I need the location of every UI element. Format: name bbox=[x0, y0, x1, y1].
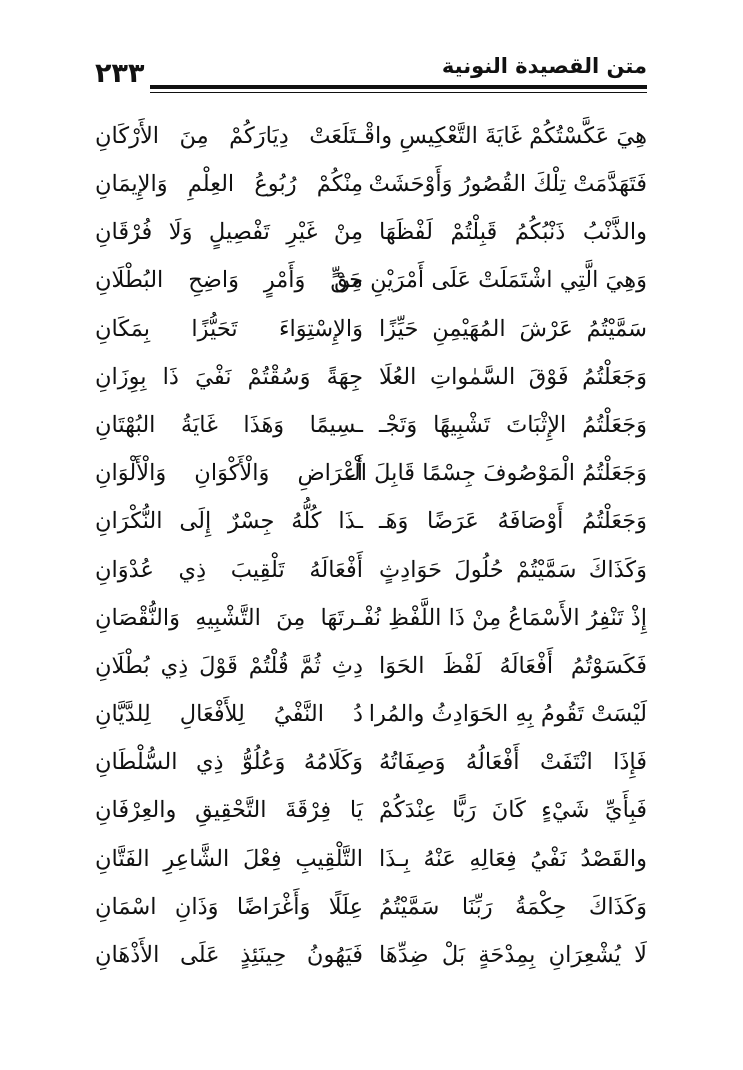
verse-second-hemistich: عِلَلًا وَأَغْرَاضًا وَذَانِ اسْمَانِ bbox=[95, 893, 363, 920]
verse-first-hemistich: إِذْ تَنْفِرُ الأَسْمَاعُ مِنْ ذَا اللَّفْظِ نُفْـ bbox=[356, 604, 647, 631]
page-number: ٢٣٣ bbox=[95, 58, 145, 89]
verse-second-hemistich: حَقٍّ وَأَمْرٍ وَاضِحِ البُطْلَانِ bbox=[95, 267, 363, 294]
verse-line bbox=[95, 835, 647, 883]
verse-second-hemistich: ـذَا كُلُّهُ جِسْرٌ إِلَى النُّكْرَانِ bbox=[95, 508, 363, 535]
header-rule-thick bbox=[150, 85, 647, 89]
header-rule-thin bbox=[150, 92, 647, 93]
verse-second-hemistich: مِنْ غَيْرِ تَفْصِيلٍ وَلَا فُرْقَانِ bbox=[95, 219, 363, 246]
verse-line bbox=[95, 787, 647, 835]
verse-first-hemistich: وَجَعَلْتُمُ الْمَوْصُوفَ جِسْمًا قَابِلَ الْـ bbox=[347, 460, 647, 487]
verse-line bbox=[95, 690, 647, 738]
verse-first-hemistich: وَكَذَاكَ حِكْمَةُ رَبِّنَا سَمَّيْتُمُ bbox=[379, 893, 647, 920]
verse-second-hemistich: ـسِيمًا وَهَذَا غَايَةُ البُهْتَانِ bbox=[95, 411, 363, 438]
running-title: متن القصيدة النونية bbox=[441, 54, 647, 78]
verse-line bbox=[95, 546, 647, 594]
verse-line bbox=[95, 883, 647, 931]
verse-first-hemistich: وَكَذَاكَ سَمَّيْتُمْ حُلُولَ حَوَادِثٍ bbox=[379, 556, 647, 583]
verse-first-hemistich: فَإِذَا انْتَفَتْ أَفْعَالُهُ وَصِفَاتُهُ bbox=[379, 749, 647, 776]
verse-second-hemistich: دِثِ ثُمَّ قُلْتُمْ قَوْلَ ذِي بُطْلَانِ bbox=[95, 652, 363, 679]
verse-first-hemistich: هِيَ عَكَّسْتُكُمْ غَايَةَ التَّعْكِيسِ واقْـ bbox=[357, 122, 647, 149]
verse-first-hemistich: وَجَعَلْتُمُ أَوْصَافَهُ عَرَضًا وَهَـ bbox=[379, 508, 647, 535]
verse-first-hemistich: سَمَّيْتُمُ عَرْشَ المُهَيْمِنِ حَيِّزًا bbox=[379, 315, 647, 342]
verse-line bbox=[95, 257, 647, 305]
verse-line bbox=[95, 449, 647, 497]
verse-first-hemistich: وَجَعَلْتُمُ الإِثْبَاتَ تَشْبِيهًا وَتَجْـ bbox=[379, 411, 647, 438]
verse-first-hemistich: لَيْسَتْ تَقُومُ بِهِ الحَوَادِثُ والمُرا bbox=[368, 701, 647, 728]
verse-line bbox=[95, 931, 647, 979]
verse-line bbox=[95, 208, 647, 256]
verse-second-hemistich: أَفْعَالَهُ تَلْقِيبَ ذِي عُدْوَانِ bbox=[95, 556, 363, 583]
verse-line bbox=[95, 353, 647, 401]
verse-first-hemistich: والقَصْدُ نَفْيُ فِعَالِهِ عَنْهُ بِـذَا bbox=[379, 845, 647, 872]
verse-first-hemistich: والذَّنْبُ ذَنْبُكُمُ قَبِلْتُمْ لَفْظَهَا bbox=[379, 219, 647, 246]
verse-first-hemistich: فَبِأَيِّ شَيْءٍ كَانَ رَبًّا عِنْدَكُمْ bbox=[379, 797, 647, 824]
verse-second-hemistich: يَا فِرْقَةَ التَّحْقِيقِ والعِرْفَانِ bbox=[95, 797, 363, 824]
verse-first-hemistich: وَهِيَ الَّتِي اشْتَمَلَتْ عَلَى أَمْرَيْنِ مِنْ bbox=[333, 267, 647, 294]
verse-first-hemistich: لَا يُشْعِرَانِ بِمِدْحَةٍ بَلْ ضِدِّهَا bbox=[379, 942, 647, 969]
verse-line bbox=[95, 642, 647, 690]
verse-line bbox=[95, 594, 647, 642]
verse-first-hemistich: وَجَعَلْتُمُ فَوْقَ السَّمٰواتِ العُلَا bbox=[379, 363, 647, 390]
verse-second-hemistich: ـتَلَعَتْ دِيَارَكُمْ مِنَ الأَرْكَانِ bbox=[95, 122, 363, 149]
verse-line bbox=[95, 738, 647, 786]
verse-line bbox=[95, 305, 647, 353]
verse-second-hemistich: دُ النَّفْيُ لِلأَفْعَالِ لِلدَّيَّانِ bbox=[95, 701, 363, 728]
verse-line bbox=[95, 160, 647, 208]
verse-first-hemistich: فَكَسَوْتُمُ أَفْعَالَهُ لَفْظَ الحَوَا bbox=[379, 652, 647, 679]
verse-line bbox=[95, 498, 647, 546]
verse-line bbox=[95, 112, 647, 160]
verse-second-hemistich: جِهَةً وَسُقْتُمْ نَفْيَ ذَا بِوِزَانِ bbox=[95, 363, 363, 390]
verse-second-hemistich: فَيَهُونُ حِينَئِذٍ عَلَى الأَذْهَانِ bbox=[95, 942, 363, 969]
verse-second-hemistich: وَالإِسْتِوَاءَ تَحَيُّزًا بِمَكَانِ bbox=[95, 315, 363, 342]
verse-second-hemistich: وَكَلَامُهُ وَعُلُوُّ ذِي السُّلْطَانِ bbox=[95, 749, 363, 776]
poem-body bbox=[95, 112, 647, 979]
verse-second-hemistich: أَعْرَاضِ وَالْأَكْوَانِ وَالْأَلْوَانِ bbox=[95, 460, 363, 487]
verse-first-hemistich: فَتَهَدَّمَتْ تِلْكَ القُصُورُ وَأَوْحَشَتْ bbox=[368, 171, 647, 198]
page-header bbox=[95, 48, 647, 96]
verse-second-hemistich: مِنْكُمْ رُبُوعُ العِلْمِ وَالإِيمَانِ bbox=[95, 171, 363, 198]
verse-second-hemistich: ـرتَهَا مِنَ التَّشْبِيهِ وَالنُّقْصَانِ bbox=[95, 604, 363, 631]
verse-line bbox=[95, 401, 647, 449]
verse-second-hemistich: التَّلْقِيبِ فِعْلَ الشَّاعِرِ الفَتَّانِ bbox=[95, 845, 363, 872]
